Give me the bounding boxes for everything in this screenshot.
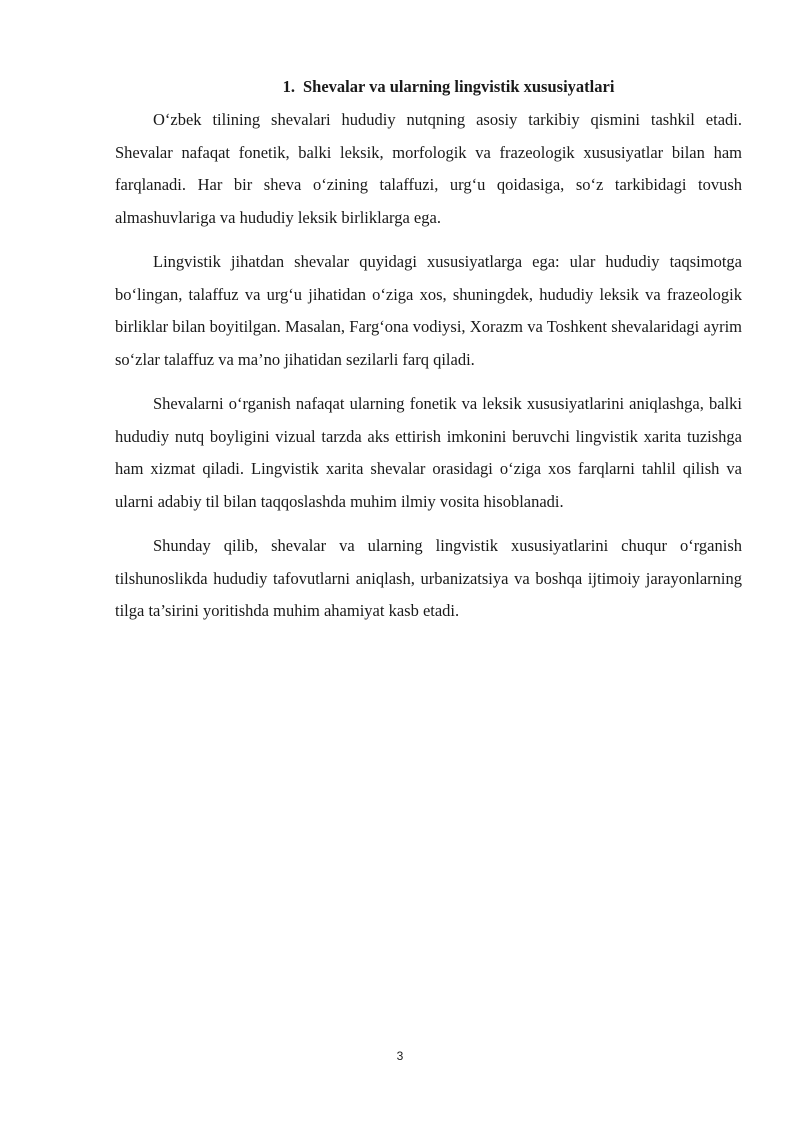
paragraph-4: Shunday qilib, shevalar va ularning lingvistik xususiyatlarini chuqur o‘rganish tilshunoslikda hududiy tafovutlarni aniqlash, urbanizatsiya va boshqa ijtimoiy jarayonlarning tilga ta’sirini yoritishda muhim ahamiyat kasb etadi. bbox=[115, 536, 742, 620]
page-number: 3 bbox=[396, 1049, 404, 1063]
paragraph-2: Lingvistik jihatdan shevalar quyidagi xususiyatlarga ega: ular hududiy taqsimotga bo‘lingan, talaffuz va urg‘u jihatidan o‘ziga xos, shuningdek, hududiy leksik va frazeologik birliklar bilan boyitilgan. Masalan, Farg‘ona vodiysi, Xorazm va Toshkent shevalaridagi ayrim so‘zlar talaffuz va ma’no jihatidan sezilarli farq qiladi. bbox=[115, 252, 742, 369]
paragraph-3: Shevalarni o‘rganish nafaqat ularning fonetik va leksik xususiyatlarini aniqlashga, balki hududiy nutq boyligini vizual tarzda aks ettirish imkonini beruvchi lingvistik xarita tuzishga ham xizmat qiladi. Lingvistik xarita shevalar orasidagi o‘ziga xos farqlarni tahlil qilish va ularni adabiy til bilan taqqoslashda muhim ilmiy vosita hisoblanadi. bbox=[115, 394, 742, 511]
paragraph-1: O‘zbek tilining shevalari hududiy nutqning asosiy tarkibiy qismini tashkil etadi. Shevalar nafaqat fonetik, balki leksik, morfologik va frazeologik xususiyatlar bilan ham farqlanadi. Har bir sheva o‘zining talaffuzi, urg‘u qoidasiga, so‘z tarkibidagi tovush almashuvlariga va hududiy leksik birliklarga ega. bbox=[115, 110, 742, 227]
section-number: 1. bbox=[282, 77, 295, 96]
page-content bbox=[115, 76, 742, 640]
section-heading bbox=[115, 76, 742, 98]
section-title: Shevalar va ularning lingvistik xususiyatlari bbox=[302, 77, 615, 96]
